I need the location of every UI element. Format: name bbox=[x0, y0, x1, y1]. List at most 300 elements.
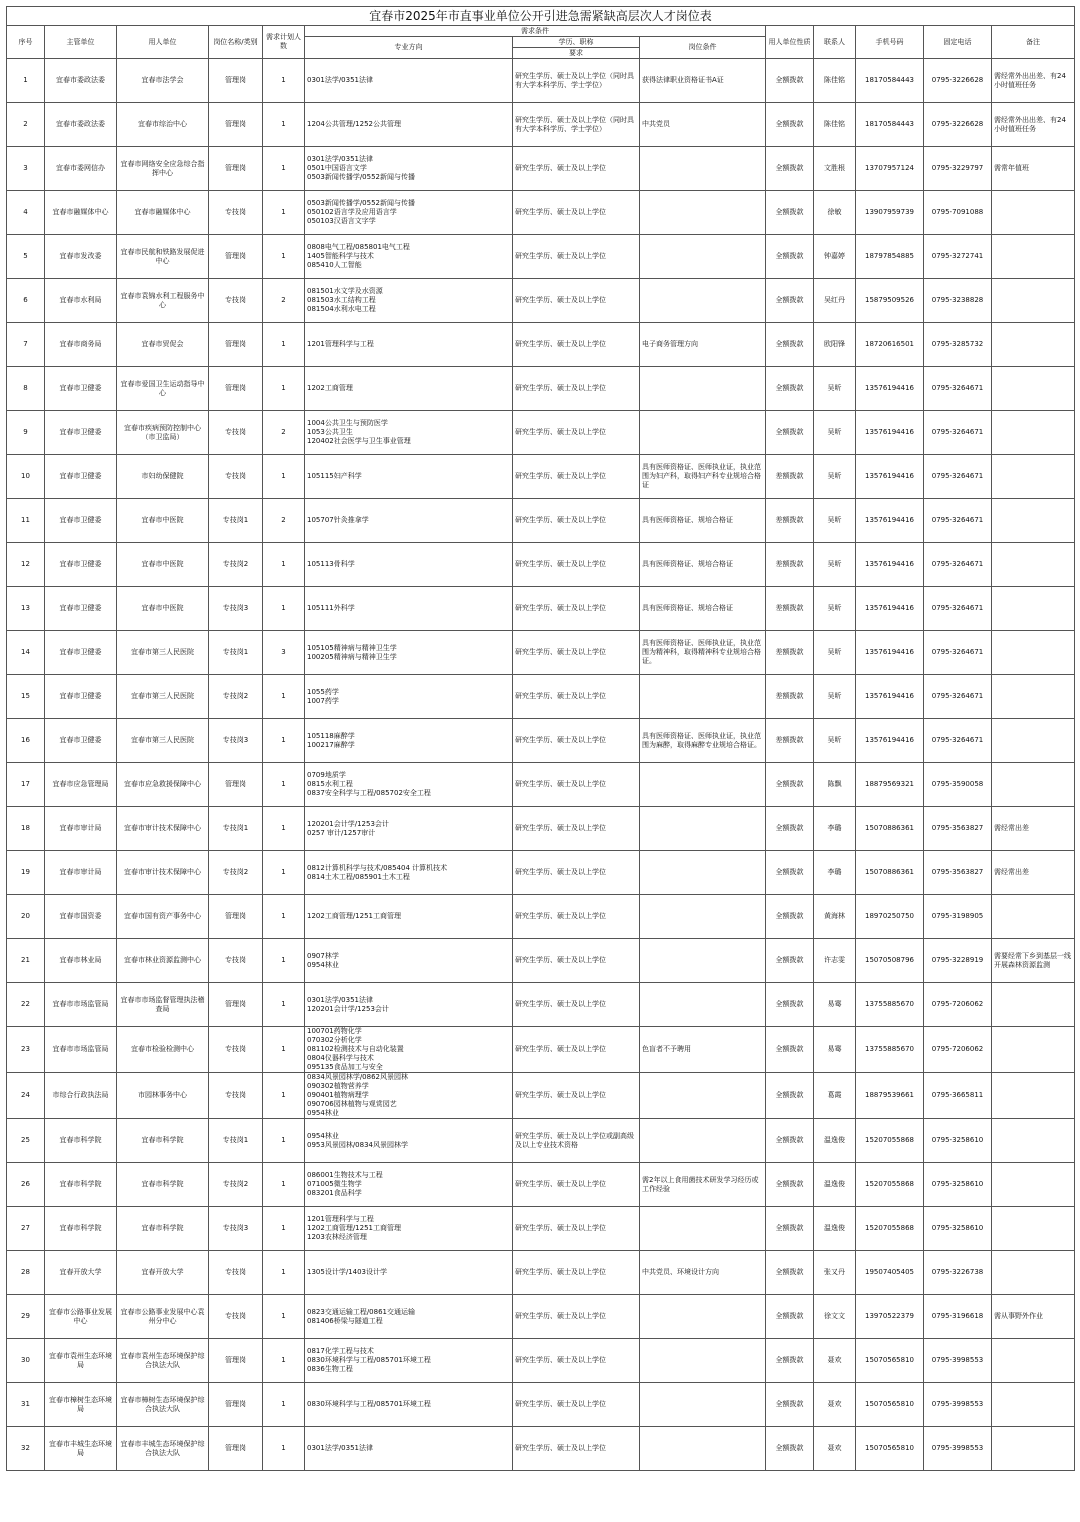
cell-note: 需常年值班 bbox=[992, 147, 1075, 191]
cell-dept: 宜春市袁州生态环境局 bbox=[45, 1339, 117, 1383]
cell-contact: 徐敏 bbox=[814, 191, 856, 235]
cell-tel: 0795-3264671 bbox=[924, 367, 992, 411]
cell-funding: 全额拨款 bbox=[766, 235, 814, 279]
cell-post-cond bbox=[640, 807, 766, 851]
cell-employer: 宜春市丰城生态环境保护综合执法大队 bbox=[117, 1427, 209, 1471]
cell-edu: 研究生学历、硕士及以上学位（同时具有大学本科学历、学士学位） bbox=[513, 103, 640, 147]
cell-contact: 吴昕 bbox=[814, 719, 856, 763]
cell-post-cond bbox=[640, 1207, 766, 1251]
cell-tel: 0795-3229797 bbox=[924, 147, 992, 191]
cell-employer: 宜春市审计技术保障中心 bbox=[117, 851, 209, 895]
cell-post: 专技岗 bbox=[209, 1295, 263, 1339]
cell-funding: 全额拨款 bbox=[766, 983, 814, 1027]
cell-post: 专技岗 bbox=[209, 1073, 263, 1119]
cell-employer: 宜春市审计技术保障中心 bbox=[117, 807, 209, 851]
cell-seq: 3 bbox=[7, 147, 45, 191]
cell-seq: 15 bbox=[7, 675, 45, 719]
cell-edu: 研究生学历、硕士及以上学位 bbox=[513, 939, 640, 983]
cell-phone: 13576194416 bbox=[856, 543, 924, 587]
cell-contact: 陈佳铭 bbox=[814, 59, 856, 103]
table-row bbox=[7, 543, 1075, 587]
cell-note bbox=[992, 1427, 1075, 1471]
cell-tel: 0795-3264671 bbox=[924, 587, 992, 631]
cell-phone: 13576194416 bbox=[856, 499, 924, 543]
cell-post-cond: 具有医师资格证、医师执业证，执业范围为精神科，取得精神科专业规培合格证。 bbox=[640, 631, 766, 675]
cell-dept: 宜春开放大学 bbox=[45, 1251, 117, 1295]
cell-funding: 全额拨款 bbox=[766, 103, 814, 147]
cell-count: 1 bbox=[263, 1251, 305, 1295]
cell-seq: 25 bbox=[7, 1119, 45, 1163]
cell-count: 1 bbox=[263, 235, 305, 279]
cell-count: 1 bbox=[263, 939, 305, 983]
cell-tel: 0795-3226738 bbox=[924, 1251, 992, 1295]
cell-note bbox=[992, 1251, 1075, 1295]
job-table-sheet bbox=[6, 6, 1074, 1471]
cell-count: 1 bbox=[263, 1383, 305, 1427]
cell-note bbox=[992, 455, 1075, 499]
cell-note bbox=[992, 763, 1075, 807]
cell-funding: 全额拨款 bbox=[766, 367, 814, 411]
cell-dept: 宜春市审计局 bbox=[45, 807, 117, 851]
cell-phone: 18879569321 bbox=[856, 763, 924, 807]
cell-post: 专技岗 bbox=[209, 411, 263, 455]
cell-count: 1 bbox=[263, 59, 305, 103]
cell-post: 专技岗 bbox=[209, 939, 263, 983]
cell-tel: 0795-7206062 bbox=[924, 983, 992, 1027]
cell-phone: 18170584443 bbox=[856, 103, 924, 147]
cell-tel: 0795-3258610 bbox=[924, 1119, 992, 1163]
cell-phone: 15879509526 bbox=[856, 279, 924, 323]
header-contact: 联系人 bbox=[814, 26, 856, 59]
header-dept: 主管单位 bbox=[45, 26, 117, 59]
header-note: 备注 bbox=[992, 26, 1075, 59]
cell-employer: 宜春市疾病预防控制中心（市卫监局） bbox=[117, 411, 209, 455]
cell-funding: 全额拨款 bbox=[766, 1027, 814, 1073]
header-count: 需求计划人数 bbox=[263, 26, 305, 59]
cell-post: 专技岗2 bbox=[209, 1163, 263, 1207]
cell-note bbox=[992, 235, 1075, 279]
cell-edu: 研究生学历、硕士及以上学位 bbox=[513, 1383, 640, 1427]
table-row bbox=[7, 763, 1075, 807]
cell-major: 0301法学/0351法律 bbox=[305, 59, 513, 103]
cell-major: 0301法学/0351法律 bbox=[305, 1427, 513, 1471]
cell-dept: 宜春市审计局 bbox=[45, 851, 117, 895]
cell-contact: 陈飘 bbox=[814, 763, 856, 807]
cell-employer: 宜春市融媒体中心 bbox=[117, 191, 209, 235]
cell-employer: 宜春开放大学 bbox=[117, 1251, 209, 1295]
cell-seq: 23 bbox=[7, 1027, 45, 1073]
cell-note bbox=[992, 1339, 1075, 1383]
page-title: 宜春市2025年市直事业单位公开引进急需紧缺高层次人才岗位表 bbox=[7, 7, 1075, 26]
cell-funding: 全额拨款 bbox=[766, 1427, 814, 1471]
cell-major: 100701药物化学 070302分析化学 081102检测技术与自动化装置 0804仪器科学与技术 095135食品加工与安全 bbox=[305, 1027, 513, 1073]
cell-major: 0834风景园林学/0862风景园林 090302植物营养学 090401植物病理学 090706园林植物与观赏园艺 0954林业 bbox=[305, 1073, 513, 1119]
cell-major: 0709地质学 0815水利工程 0837安全科学与工程/085702安全工程 bbox=[305, 763, 513, 807]
table-row bbox=[7, 1339, 1075, 1383]
cell-post: 专技岗1 bbox=[209, 807, 263, 851]
cell-dept: 宜春市樟树生态环境局 bbox=[45, 1383, 117, 1427]
cell-seq: 12 bbox=[7, 543, 45, 587]
cell-major: 1305设计学/1403设计学 bbox=[305, 1251, 513, 1295]
cell-tel: 0795-3264671 bbox=[924, 631, 992, 675]
cell-post: 管理岗 bbox=[209, 103, 263, 147]
cell-phone: 15207055868 bbox=[856, 1163, 924, 1207]
cell-note bbox=[992, 191, 1075, 235]
cell-dept: 宜春市卫健委 bbox=[45, 675, 117, 719]
cell-phone: 13576194416 bbox=[856, 367, 924, 411]
cell-edu: 研究生学历、硕士及以上学位 bbox=[513, 411, 640, 455]
cell-contact: 葛霞 bbox=[814, 1073, 856, 1119]
cell-contact: 吴昕 bbox=[814, 499, 856, 543]
cell-major: 1204公共管理/1252公共管理 bbox=[305, 103, 513, 147]
cell-funding: 全额拨款 bbox=[766, 59, 814, 103]
cell-employer: 宜春市国有资产事务中心 bbox=[117, 895, 209, 939]
cell-post-cond bbox=[640, 1073, 766, 1119]
table-row bbox=[7, 1251, 1075, 1295]
cell-funding: 差额拨款 bbox=[766, 719, 814, 763]
cell-post-cond: 具有医师资格证、规培合格证 bbox=[640, 587, 766, 631]
cell-post-cond: 需2年以上食用菌技术研发学习经历或工作经验 bbox=[640, 1163, 766, 1207]
cell-note bbox=[992, 675, 1075, 719]
cell-tel: 0795-3563827 bbox=[924, 807, 992, 851]
cell-contact: 易骞 bbox=[814, 1027, 856, 1073]
table-row bbox=[7, 499, 1075, 543]
cell-tel: 0795-3264671 bbox=[924, 411, 992, 455]
cell-post-cond bbox=[640, 191, 766, 235]
cell-tel: 0795-3998553 bbox=[924, 1383, 992, 1427]
cell-major: 0817化学工程与技术 0830环境科学与工程/085701环境工程 0836生物工程 bbox=[305, 1339, 513, 1383]
cell-tel: 0795-7091088 bbox=[924, 191, 992, 235]
cell-dept: 宜春市卫健委 bbox=[45, 631, 117, 675]
cell-post-cond bbox=[640, 1427, 766, 1471]
cell-dept: 宜春市市场监管局 bbox=[45, 1027, 117, 1073]
cell-contact: 温逸俊 bbox=[814, 1207, 856, 1251]
cell-contact: 吴昕 bbox=[814, 367, 856, 411]
cell-edu: 研究生学历、硕士及以上学位 bbox=[513, 895, 640, 939]
cell-funding: 全额拨款 bbox=[766, 1251, 814, 1295]
cell-count: 1 bbox=[263, 1163, 305, 1207]
cell-seq: 13 bbox=[7, 587, 45, 631]
cell-tel: 0795-3258610 bbox=[924, 1207, 992, 1251]
cell-tel: 0795-3264671 bbox=[924, 675, 992, 719]
cell-count: 1 bbox=[263, 103, 305, 147]
cell-post-cond: 具有医师资格证、医师执业证，执业范围为妇产科，取得妇产科专业规培合格证 bbox=[640, 455, 766, 499]
cell-major: 120201会计学/1253会计 0257 审计/1257审计 bbox=[305, 807, 513, 851]
cell-tel: 0795-3264671 bbox=[924, 719, 992, 763]
cell-count: 1 bbox=[263, 1207, 305, 1251]
cell-seq: 27 bbox=[7, 1207, 45, 1251]
cell-post: 专技岗3 bbox=[209, 587, 263, 631]
cell-dept: 宜春市科学院 bbox=[45, 1119, 117, 1163]
cell-employer: 宜春市第三人民医院 bbox=[117, 631, 209, 675]
cell-major: 0808电气工程/085801电气工程 1405智能科学与技术 085410人工智能 bbox=[305, 235, 513, 279]
cell-post-cond bbox=[640, 1383, 766, 1427]
cell-dept: 宜春市融媒体中心 bbox=[45, 191, 117, 235]
cell-employer: 宜春市袁锦水利工程服务中心 bbox=[117, 279, 209, 323]
cell-phone: 15070565810 bbox=[856, 1427, 924, 1471]
cell-employer: 宜春市科学院 bbox=[117, 1207, 209, 1251]
cell-count: 1 bbox=[263, 675, 305, 719]
table-row bbox=[7, 323, 1075, 367]
cell-contact: 徐文文 bbox=[814, 1295, 856, 1339]
cell-employer: 宜春市林业资源监测中心 bbox=[117, 939, 209, 983]
cell-edu: 研究生学历、硕士及以上学位 bbox=[513, 763, 640, 807]
cell-edu: 研究生学历、硕士及以上学位 bbox=[513, 543, 640, 587]
cell-seq: 10 bbox=[7, 455, 45, 499]
header-edu-group: 学历、职称 bbox=[513, 37, 640, 48]
cell-contact: 吴昕 bbox=[814, 631, 856, 675]
table-row bbox=[7, 279, 1075, 323]
cell-employer: 宜春市网络安全应急综合指挥中心 bbox=[117, 147, 209, 191]
cell-post: 专技岗 bbox=[209, 1027, 263, 1073]
header-tel: 固定电话 bbox=[924, 26, 992, 59]
cell-funding: 全额拨款 bbox=[766, 147, 814, 191]
cell-funding: 差额拨款 bbox=[766, 455, 814, 499]
cell-phone: 15070565810 bbox=[856, 1339, 924, 1383]
cell-post-cond: 电子商务管理方向 bbox=[640, 323, 766, 367]
cell-post: 专技岗3 bbox=[209, 719, 263, 763]
cell-dept: 宜春市卫健委 bbox=[45, 543, 117, 587]
cell-tel: 0795-3665811 bbox=[924, 1073, 992, 1119]
cell-note bbox=[992, 1207, 1075, 1251]
cell-contact: 李璐 bbox=[814, 851, 856, 895]
cell-contact: 聂欢 bbox=[814, 1339, 856, 1383]
cell-funding: 全额拨款 bbox=[766, 939, 814, 983]
cell-tel: 0795-3258610 bbox=[924, 1163, 992, 1207]
cell-seq: 2 bbox=[7, 103, 45, 147]
table-row bbox=[7, 939, 1075, 983]
cell-post: 管理岗 bbox=[209, 147, 263, 191]
cell-edu: 研究生学历、硕士及以上学位 bbox=[513, 499, 640, 543]
cell-major: 0301法学/0351法律 0501中国语言文学 0503新闻传播学/0552新闻与传播 bbox=[305, 147, 513, 191]
table-row bbox=[7, 719, 1075, 763]
cell-edu: 研究生学历、硕士及以上学位 bbox=[513, 675, 640, 719]
cell-count: 1 bbox=[263, 983, 305, 1027]
cell-employer: 宜春市综治中心 bbox=[117, 103, 209, 147]
cell-post: 专技岗2 bbox=[209, 543, 263, 587]
cell-dept: 宜春市国资委 bbox=[45, 895, 117, 939]
cell-funding: 全额拨款 bbox=[766, 279, 814, 323]
cell-seq: 4 bbox=[7, 191, 45, 235]
cell-seq: 7 bbox=[7, 323, 45, 367]
cell-contact: 黄海林 bbox=[814, 895, 856, 939]
cell-contact: 聂欢 bbox=[814, 1427, 856, 1471]
cell-seq: 1 bbox=[7, 59, 45, 103]
cell-edu: 研究生学历、硕士及以上学位 bbox=[513, 1251, 640, 1295]
cell-phone: 18170584443 bbox=[856, 59, 924, 103]
header-post: 岗位名称/类别 bbox=[209, 26, 263, 59]
cell-major: 086001生物技术与工程 071005微生物学 083201食品科学 bbox=[305, 1163, 513, 1207]
cell-seq: 8 bbox=[7, 367, 45, 411]
cell-count: 3 bbox=[263, 631, 305, 675]
cell-post-cond bbox=[640, 895, 766, 939]
table-row bbox=[7, 851, 1075, 895]
header-conditions: 需求条件 bbox=[305, 26, 766, 37]
cell-phone: 13576194416 bbox=[856, 411, 924, 455]
table-row bbox=[7, 103, 1075, 147]
cell-phone: 13707957124 bbox=[856, 147, 924, 191]
cell-dept: 宜春市卫健委 bbox=[45, 587, 117, 631]
cell-contact: 张又丹 bbox=[814, 1251, 856, 1295]
cell-major: 0812计算机科学与技术/085404 计算机技术 0814土木工程/085901土木工程 bbox=[305, 851, 513, 895]
cell-post: 专技岗 bbox=[209, 279, 263, 323]
cell-note: 需经常外出出差、有24小时值班任务 bbox=[992, 59, 1075, 103]
cell-note bbox=[992, 895, 1075, 939]
cell-post-cond bbox=[640, 939, 766, 983]
cell-post: 管理岗 bbox=[209, 1427, 263, 1471]
cell-dept: 宜春市卫健委 bbox=[45, 719, 117, 763]
table-row bbox=[7, 1119, 1075, 1163]
cell-post-cond bbox=[640, 1119, 766, 1163]
cell-employer: 宜春市法学会 bbox=[117, 59, 209, 103]
cell-employer: 宜春市樟树生态环境保护综合执法大队 bbox=[117, 1383, 209, 1427]
cell-tel: 0795-3238828 bbox=[924, 279, 992, 323]
cell-funding: 全额拨款 bbox=[766, 1295, 814, 1339]
table-row bbox=[7, 587, 1075, 631]
table-row bbox=[7, 455, 1075, 499]
cell-count: 1 bbox=[263, 1295, 305, 1339]
cell-post: 专技岗 bbox=[209, 191, 263, 235]
cell-phone: 18970250750 bbox=[856, 895, 924, 939]
cell-contact: 文胜根 bbox=[814, 147, 856, 191]
cell-edu: 研究生学历、硕士及以上学位 bbox=[513, 191, 640, 235]
cell-major: 0954林业 0953风景园林/0834风景园林学 bbox=[305, 1119, 513, 1163]
cell-funding: 全额拨款 bbox=[766, 1383, 814, 1427]
cell-funding: 全额拨款 bbox=[766, 1163, 814, 1207]
cell-note bbox=[992, 983, 1075, 1027]
table-row bbox=[7, 59, 1075, 103]
cell-seq: 11 bbox=[7, 499, 45, 543]
table-row bbox=[7, 1163, 1075, 1207]
cell-contact: 温逸俊 bbox=[814, 1119, 856, 1163]
cell-dept: 宜春市委政法委 bbox=[45, 103, 117, 147]
cell-note bbox=[992, 631, 1075, 675]
cell-note bbox=[992, 279, 1075, 323]
table-row bbox=[7, 411, 1075, 455]
cell-count: 1 bbox=[263, 719, 305, 763]
cell-employer: 市园林事务中心 bbox=[117, 1073, 209, 1119]
cell-edu: 研究生学历、硕士及以上学位 bbox=[513, 235, 640, 279]
cell-seq: 18 bbox=[7, 807, 45, 851]
cell-funding: 全额拨款 bbox=[766, 1119, 814, 1163]
cell-phone: 13970522379 bbox=[856, 1295, 924, 1339]
cell-count: 1 bbox=[263, 147, 305, 191]
cell-seq: 6 bbox=[7, 279, 45, 323]
table-row bbox=[7, 807, 1075, 851]
cell-contact: 吴红丹 bbox=[814, 279, 856, 323]
cell-major: 105111外科学 bbox=[305, 587, 513, 631]
cell-phone: 13755885670 bbox=[856, 983, 924, 1027]
cell-dept: 宜春市卫健委 bbox=[45, 499, 117, 543]
header-post-cond: 岗位条件 bbox=[640, 37, 766, 59]
cell-seq: 32 bbox=[7, 1427, 45, 1471]
cell-count: 1 bbox=[263, 1073, 305, 1119]
cell-note bbox=[992, 411, 1075, 455]
cell-edu: 研究生学历、硕士及以上学位 bbox=[513, 719, 640, 763]
cell-edu: 研究生学历、硕士及以上学位 bbox=[513, 983, 640, 1027]
cell-seq: 14 bbox=[7, 631, 45, 675]
cell-major: 1201管理科学与工程 bbox=[305, 323, 513, 367]
cell-seq: 9 bbox=[7, 411, 45, 455]
cell-phone: 13907959739 bbox=[856, 191, 924, 235]
cell-post-cond bbox=[640, 1295, 766, 1339]
cell-post-cond bbox=[640, 675, 766, 719]
cell-contact: 欧阳锋 bbox=[814, 323, 856, 367]
cell-funding: 全额拨款 bbox=[766, 851, 814, 895]
cell-count: 1 bbox=[263, 1427, 305, 1471]
cell-tel: 0795-3198905 bbox=[924, 895, 992, 939]
header-employer: 用人单位 bbox=[117, 26, 209, 59]
cell-tel: 0795-3272741 bbox=[924, 235, 992, 279]
cell-phone: 13576194416 bbox=[856, 631, 924, 675]
cell-note bbox=[992, 499, 1075, 543]
cell-count: 1 bbox=[263, 851, 305, 895]
cell-contact: 吴昕 bbox=[814, 411, 856, 455]
job-table bbox=[6, 6, 1075, 1471]
cell-funding: 全额拨款 bbox=[766, 895, 814, 939]
cell-major: 0830环境科学与工程/085701环境工程 bbox=[305, 1383, 513, 1427]
cell-post-cond bbox=[640, 367, 766, 411]
cell-tel: 0795-3264671 bbox=[924, 499, 992, 543]
cell-edu: 研究生学历、硕士及以上学位 bbox=[513, 807, 640, 851]
cell-count: 1 bbox=[263, 455, 305, 499]
cell-post: 管理岗 bbox=[209, 763, 263, 807]
cell-contact: 温逸俊 bbox=[814, 1163, 856, 1207]
cell-tel: 0795-3196618 bbox=[924, 1295, 992, 1339]
table-row bbox=[7, 1383, 1075, 1427]
cell-post-cond: 色盲者不予聘用 bbox=[640, 1027, 766, 1073]
cell-employer: 宜春市科学院 bbox=[117, 1119, 209, 1163]
table-body bbox=[7, 59, 1075, 1471]
cell-post: 管理岗 bbox=[209, 1339, 263, 1383]
cell-post: 管理岗 bbox=[209, 367, 263, 411]
cell-edu: 研究生学历、硕士及以上学位 bbox=[513, 631, 640, 675]
cell-phone: 15070886361 bbox=[856, 807, 924, 851]
cell-post: 管理岗 bbox=[209, 235, 263, 279]
cell-edu: 研究生学历、硕士及以上学位 bbox=[513, 587, 640, 631]
cell-dept: 宜春市卫健委 bbox=[45, 455, 117, 499]
cell-funding: 全额拨款 bbox=[766, 1207, 814, 1251]
cell-funding: 全额拨款 bbox=[766, 1339, 814, 1383]
cell-major: 105115妇产科学 bbox=[305, 455, 513, 499]
cell-post: 管理岗 bbox=[209, 59, 263, 103]
cell-tel: 0795-3226628 bbox=[924, 103, 992, 147]
cell-contact: 吴昕 bbox=[814, 455, 856, 499]
cell-employer: 宜春市第三人民医院 bbox=[117, 675, 209, 719]
cell-note bbox=[992, 367, 1075, 411]
cell-edu: 研究生学历、硕士及以上学位（同时具有大学本科学历、学士学位） bbox=[513, 59, 640, 103]
cell-post: 专技岗2 bbox=[209, 851, 263, 895]
header-phone: 手机号码 bbox=[856, 26, 924, 59]
cell-edu: 研究生学历、硕士及以上学位 bbox=[513, 279, 640, 323]
cell-dept: 市综合行政执法局 bbox=[45, 1073, 117, 1119]
cell-employer: 宜春市检验检测中心 bbox=[117, 1027, 209, 1073]
table-row bbox=[7, 147, 1075, 191]
cell-post: 专技岗3 bbox=[209, 1207, 263, 1251]
cell-post: 管理岗 bbox=[209, 323, 263, 367]
cell-post-cond: 获得法律职业资格证书A证 bbox=[640, 59, 766, 103]
cell-major: 1004公共卫生与预防医学 1053公共卫生 120402社会医学与卫生事业管理 bbox=[305, 411, 513, 455]
cell-seq: 24 bbox=[7, 1073, 45, 1119]
cell-post-cond: 具有医师资格证、规培合格证 bbox=[640, 543, 766, 587]
cell-funding: 全额拨款 bbox=[766, 1073, 814, 1119]
table-row bbox=[7, 1073, 1075, 1119]
header-edu: 要求 bbox=[513, 48, 640, 59]
cell-count: 1 bbox=[263, 323, 305, 367]
cell-dept: 宜春市丰城生态环境局 bbox=[45, 1427, 117, 1471]
table-row bbox=[7, 675, 1075, 719]
cell-employer: 宜春市袁州生态环境保护综合执法大队 bbox=[117, 1339, 209, 1383]
